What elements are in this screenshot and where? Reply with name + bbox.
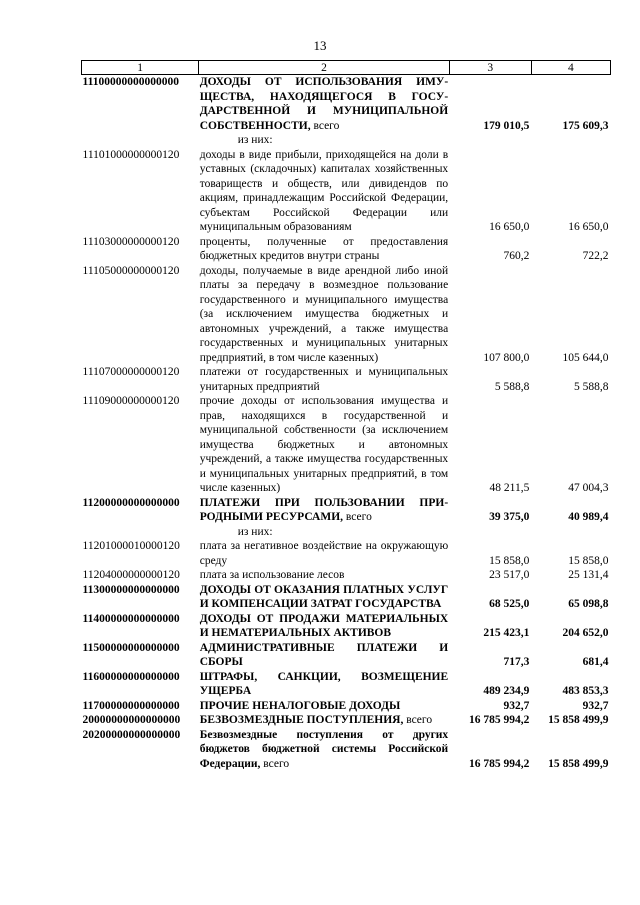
table-row (82, 133, 611, 148)
table-row (82, 264, 611, 366)
row-code: 11400000000000000 (82, 612, 180, 625)
row-name (199, 539, 449, 568)
header-col-4: 4 (531, 61, 610, 75)
row-value-col4: 5 588,8 (574, 380, 609, 393)
row-value-col4: 16 650,0 (568, 221, 609, 233)
table-row (82, 75, 611, 134)
row-code: 11107000000000120 (82, 366, 180, 378)
row-name (199, 641, 449, 670)
row-code: 11500000000000000 (82, 641, 180, 654)
row-name-text: всего (310, 119, 340, 132)
row-value-col4 (531, 525, 610, 540)
row-name (199, 699, 449, 714)
row-name-caps: БЕЗВОЗМЕЗДНЫЕ ПОСТУПЛЕНИЯ, (199, 714, 404, 726)
header-col-1: 1 (82, 61, 199, 75)
table-row (82, 568, 611, 583)
row-value-col3: 16 650,0 (489, 221, 530, 233)
row-code: 11103000000000120 (82, 235, 180, 248)
row-value-col4: 65 098,8 (568, 598, 609, 610)
row-code: 11201000010000120 (82, 540, 180, 552)
table-row (82, 670, 611, 699)
row-name-bold: Безвозмездные поступления от других бюджетов бюджетной системы Российской Федерации, (199, 728, 449, 770)
row-name (199, 525, 449, 540)
row-code (82, 525, 199, 540)
row-value-col3: 107 800,0 (483, 351, 530, 364)
row-name-text: платежи от государственных и муниципальных унитарных предприятий (199, 366, 449, 393)
row-value-col3: 68 525,0 (489, 598, 530, 610)
row-value-col4: 722,2 (582, 250, 609, 262)
table-row (82, 539, 611, 568)
table-body (82, 75, 611, 772)
row-value-col3: 215 423,1 (483, 627, 530, 639)
row-code: 11100000000000000 (82, 76, 179, 88)
row-name (199, 728, 449, 772)
row-code: 11204000000000120 (82, 569, 180, 581)
row-code: 11105000000000120 (82, 264, 180, 277)
row-name (199, 264, 449, 366)
table-row (82, 394, 611, 496)
row-name (199, 612, 449, 641)
page-number: 13 (313, 38, 327, 53)
row-value-col3: 48 211,5 (489, 482, 530, 494)
row-name-text: всего (343, 511, 372, 523)
table-row (82, 612, 611, 641)
row-value-col4: 15 858 499,9 (548, 714, 609, 726)
row-value-col3: 760,2 (503, 250, 530, 262)
row-name-text: плата за негативное воздействие на окружающую среду (199, 540, 449, 567)
row-value-col3: 932,7 (503, 699, 530, 712)
table-header-row (82, 61, 611, 75)
table-row (82, 496, 611, 525)
row-value-col3: 39 375,0 (489, 511, 530, 523)
table-row (82, 641, 611, 670)
row-name (199, 583, 449, 612)
row-value-col4: 15 858 499,9 (548, 757, 609, 770)
row-value-col4: 204 652,0 (562, 627, 609, 639)
row-name-caps: АДМИНИСТРАТИВНЫЕ ПЛАТЕЖИ И СБОРЫ (199, 641, 449, 668)
row-name (199, 365, 449, 394)
row-name-caps: ШТРАФЫ, САНКЦИИ, ВОЗМЕЩЕНИЕ УЩЕРБА (199, 670, 449, 697)
header-col-3: 3 (449, 61, 531, 75)
row-code: 20000000000000000 (82, 714, 181, 726)
row-name (199, 235, 449, 264)
table-row (82, 699, 611, 714)
row-name (199, 568, 449, 583)
row-name (199, 148, 449, 235)
row-name-caps: ДОХОДЫ ОТ ОКАЗАНИЯ ПЛАТНЫХ УСЛУГ И КОМПЕНСАЦИИ ЗАТРАТ ГОСУДАРСТВА (199, 583, 449, 610)
header-col-2: 2 (199, 61, 449, 75)
row-name-text: доходы, получаемые в виде арендной либо иной платы за передачу в возмездное пользование государственного и муниципального имущества (за исключением имущества бюджетных и автономных учреждений, а также имущества государственных и муниципальных унитарных предприятий, в том числе казенных) (199, 264, 449, 364)
table-row (82, 728, 611, 772)
table-row (82, 713, 611, 728)
row-value-col3: 15 858,0 (489, 554, 530, 567)
row-value-col3: 489 234,9 (483, 685, 530, 697)
row-code: 11109000000000120 (82, 395, 180, 407)
row-code: 11700000000000000 (82, 699, 180, 712)
row-code: 20200000000000000 (82, 728, 181, 741)
row-value-col3: 5 588,8 (494, 380, 530, 393)
row-value-col4 (531, 133, 610, 148)
row-value-col4: 15 858,0 (568, 554, 609, 567)
row-value-col3: 179 010,5 (483, 119, 530, 132)
row-value-col4: 483 853,3 (562, 685, 609, 697)
row-name (199, 496, 449, 525)
row-name-caps: ДОХОДЫ ОТ ИСПОЛЬЗОВАНИЯ ИМУЩЕСТВА, НАХОДЯЩЕГОСЯ В ГОСУДАРСТВЕННОЙ И МУНИЦИПАЛЬНОЙ СОБСТВЕННОСТИ, (199, 76, 449, 132)
row-value-col3: 16 785 994,2 (468, 757, 530, 770)
row-code: 11300000000000000 (82, 583, 180, 596)
row-value-col3: 23 517,0 (489, 569, 530, 581)
row-name (199, 670, 449, 699)
row-name-caps: ПЛАТЕЖИ ПРИ ПОЛЬЗОВАНИИ ПРИРОДНЫМИ РЕСУРСАМИ, (199, 496, 449, 523)
row-value-col4: 932,7 (582, 699, 609, 712)
row-value-col4: 40 989,4 (568, 511, 609, 523)
row-code: 11600000000000000 (82, 670, 180, 683)
row-code: 11101000000000120 (82, 148, 180, 161)
row-name-text: плата за использование лесов (199, 569, 345, 581)
row-subheading: из них: (237, 525, 273, 538)
row-value-col4: 25 131,4 (568, 569, 609, 581)
revenue-table (81, 60, 611, 771)
row-name (199, 133, 449, 148)
table-row (82, 583, 611, 612)
row-code (82, 133, 199, 148)
row-subheading: из них: (237, 134, 273, 146)
row-name (199, 394, 449, 496)
table-row (82, 148, 611, 235)
row-name-text: прочие доходы от использования имущества и прав, находящихся в государственной и муниципальной собственности (за исключением имущества бюджетных и автономных учреждений, а также имущества государственных и муниципальных унитарных предприятий, в том числе казенных) (199, 395, 449, 494)
row-name (199, 713, 449, 728)
row-value-col4: 175 609,3 (562, 119, 609, 132)
row-value-col4: 105 644,0 (562, 351, 609, 364)
row-value-col3 (449, 133, 531, 148)
row-value-col4: 47 004,3 (568, 482, 609, 494)
row-name-text: всего (403, 714, 433, 726)
row-value-col4: 681,4 (582, 656, 609, 668)
table-row (82, 365, 611, 394)
row-name-text: проценты, полученные от предоставления бюджетных кредитов внутри страны (199, 235, 449, 262)
row-name-text: всего (260, 757, 290, 770)
row-value-col3 (449, 525, 531, 540)
table-row (82, 525, 611, 540)
row-value-col3: 717,3 (503, 656, 530, 668)
row-name-text: доходы в виде прибыли, приходящейся на доли в уставных (складочных) капиталах хозяйственных товариществ и обществ, или дивидендов по акциям, принадлежащим Российской Федерации, субъектам Российской Федерации или муниципальным образованиям (199, 148, 449, 233)
row-name (199, 75, 449, 134)
row-code: 11200000000000000 (82, 496, 180, 509)
table-row (82, 235, 611, 264)
row-name-caps: ДОХОДЫ ОТ ПРОДАЖИ МАТЕРИАЛЬНЫХ И НЕМАТЕРИАЛЬНЫХ АКТИВОВ (199, 612, 449, 639)
row-name-caps: ПРОЧИЕ НЕНАЛОГОВЫЕ ДОХОДЫ (199, 699, 401, 712)
row-value-col3: 16 785 994,2 (468, 714, 530, 726)
